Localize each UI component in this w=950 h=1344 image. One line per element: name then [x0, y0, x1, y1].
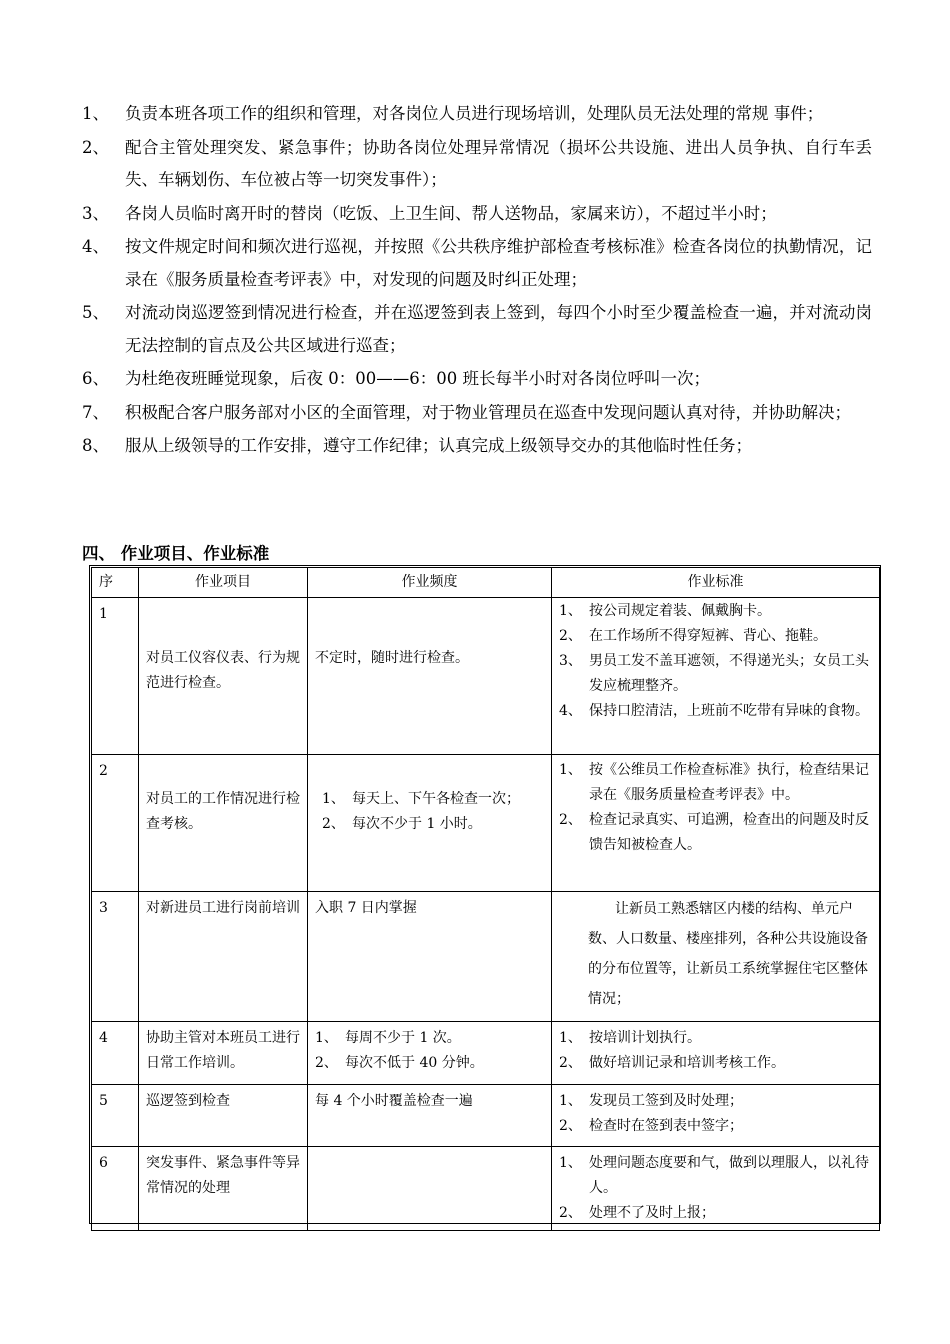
header-item: 作业项目 — [139, 568, 308, 598]
table-row — [92, 892, 880, 1022]
frequency-item — [322, 812, 544, 837]
standard-number: 1、 — [559, 603, 582, 619]
row-item: 对员工仪容仪表、行为规范进行检查。 — [139, 598, 308, 755]
standard-number: 3、 — [559, 653, 582, 669]
standard-text: 处理问题态度要和气，做到以理服人，以礼待人。 — [589, 1155, 869, 1196]
duty-item — [82, 132, 872, 197]
duty-number: 1、 — [82, 104, 109, 123]
duty-item — [82, 98, 872, 131]
frequency-text: 每周不少于 1 次。 — [345, 1030, 461, 1046]
row-standard — [552, 598, 880, 755]
duty-item — [82, 397, 872, 430]
standard-item — [559, 624, 872, 649]
duty-number: 4、 — [82, 237, 109, 256]
duty-text: 积极配合客户服务部对小区的全面管理，对于物业管理员在巡查中发现问题认真对待，并协助解决； — [125, 402, 851, 422]
row-item: 对新进员工进行岗前培训 — [139, 892, 308, 1022]
duty-text: 为杜绝夜班睡觉现象，后夜 0：00——6：00 班长每半小时对各岗位呼叫一次； — [125, 369, 710, 388]
row-frequency: 不定时，随时进行检查。 — [308, 598, 552, 755]
frequency-number: 2、 — [315, 1055, 338, 1071]
standard-item — [559, 1089, 872, 1114]
standard-text: 按培训计划执行。 — [589, 1030, 701, 1046]
standard-number: 1、 — [559, 1030, 582, 1046]
frequency-number: 2、 — [322, 816, 345, 832]
section-heading: 四、 作业项目、作业标准 — [82, 544, 270, 563]
standard-text: 男员工发不盖耳遮领，不得递光头；女员工头发应梳理整齐。 — [589, 653, 869, 694]
standard-text: 按《公维员工作检查标准》执行，检查结果记录在《服务质量检查考评表》中。 — [589, 762, 869, 803]
row-seq: 1 — [92, 598, 139, 755]
duty-text: 各岗人员临时离开时的替岗（吃饭、上卫生间、帮人送物品，家属来访），不超过半小时； — [125, 203, 777, 223]
duty-list — [82, 98, 872, 464]
duty-text: 服从上级领导的工作安排，遵守工作纪律；认真完成上级领导交办的其他临时性任务； — [125, 436, 752, 455]
standard-text: 让新员工熟悉辖区内楼的结构、单元户数、人口数量、楼座排列，各种公共设施设备的分布位置等，让新员工系统掌握住宅区整体情况； — [588, 901, 868, 1007]
frequency-item — [322, 787, 544, 812]
table-row — [92, 598, 880, 755]
standard-item — [559, 1201, 872, 1226]
row-standard — [552, 1085, 880, 1147]
standard-item — [559, 699, 872, 724]
frequency-text: 每天上、下午各检查一次； — [352, 791, 520, 807]
duty-text: 按文件规定时间和频次进行巡视，并按照《公共秩序维护部检查考核标准》检查各岗位的执勤情况，记录在《服务质量检查考评表》中，对发现的问题及时纠正处理； — [125, 237, 872, 289]
row-frequency: 每 4 个小时覆盖检查一遍 — [308, 1085, 552, 1147]
row-seq: 2 — [92, 755, 139, 892]
frequency-text: 每次不少于 1 小时。 — [352, 816, 482, 832]
row-standard — [552, 1022, 880, 1085]
frequency-number: 1、 — [315, 1030, 338, 1046]
duty-number: 5、 — [82, 303, 109, 322]
frequency-item — [315, 1051, 544, 1076]
standard-item — [559, 1151, 872, 1201]
row-frequency — [308, 755, 552, 892]
standard-text: 检查时在签到表中签字； — [589, 1118, 743, 1134]
standard-item — [559, 1051, 872, 1076]
table-row — [92, 1022, 880, 1085]
table-row — [92, 1085, 880, 1147]
standard-number: 2、 — [559, 812, 582, 828]
table-row — [92, 1147, 880, 1231]
duty-number: 6、 — [82, 369, 109, 388]
duty-number: 2、 — [82, 137, 109, 157]
standard-text: 检查记录真实、可追溯，检查出的问题及时反馈告知被检查人。 — [589, 812, 869, 853]
header-standard: 作业标准 — [552, 568, 880, 598]
standard-item — [559, 649, 872, 699]
table-row — [92, 755, 880, 892]
duty-item — [82, 231, 872, 296]
standard-item — [559, 1026, 872, 1051]
duty-text: 负责本班各项工作的组织和管理，对各岗位人员进行现场培训，处理队员无法处理的常规 事件； — [125, 104, 824, 123]
standard-text: 做好培训记录和培训考核工作。 — [589, 1055, 785, 1071]
duty-item — [82, 430, 872, 463]
standard-number: 2、 — [559, 628, 582, 644]
frequency-item — [315, 1026, 544, 1051]
row-item: 巡逻签到检查 — [139, 1085, 308, 1147]
duty-item — [82, 297, 872, 362]
row-seq: 3 — [92, 892, 139, 1022]
standard-text: 按公司规定着装、佩戴胸卡。 — [589, 603, 771, 619]
duty-item — [82, 198, 872, 231]
header-seq: 序 — [92, 568, 139, 598]
row-standard — [552, 755, 880, 892]
standard-number: 2、 — [559, 1205, 582, 1221]
row-seq: 5 — [92, 1085, 139, 1147]
row-item: 协助主管对本班员工进行日常工作培训。 — [139, 1022, 308, 1085]
row-item: 对员工的工作情况进行检查考核。 — [139, 755, 308, 892]
standard-number: 1、 — [559, 1155, 582, 1171]
duty-text: 对流动岗巡逻签到情况进行检查，并在巡逻签到表上签到，每四个小时至少覆盖检查一遍，并对流动岗无法控制的盲点及公共区域进行巡查； — [125, 303, 872, 355]
standard-number: 2、 — [559, 1118, 582, 1134]
standard-text: 发现员工签到及时处理； — [589, 1093, 743, 1109]
row-standard — [552, 1147, 880, 1231]
standard-number: 1、 — [559, 762, 582, 778]
standard-item — [559, 808, 872, 858]
standard-text: 在工作场所不得穿短裤、背心、拖鞋。 — [589, 628, 827, 644]
standards-table — [91, 567, 880, 1231]
standard-number: 1、 — [559, 1093, 582, 1109]
standard-number: 4、 — [559, 703, 582, 719]
duty-text: 配合主管处理突发、紧急事件；协助各岗位处理异常情况（损坏公共设施、进出人员争执、自行车丢失、车辆划伤、车位被占等一切突发事件）； — [125, 137, 872, 189]
row-frequency: 入职 7 日内掌握 — [308, 892, 552, 1022]
standard-text: 处理不了及时上报； — [589, 1205, 715, 1221]
header-frequency: 作业频度 — [308, 568, 552, 598]
row-frequency — [308, 1147, 552, 1231]
frequency-number: 1、 — [322, 791, 345, 807]
duty-number: 3、 — [82, 203, 109, 223]
duty-item — [82, 363, 872, 396]
standard-number: 2、 — [559, 1055, 582, 1071]
frequency-text: 每次不低于 40 分钟。 — [345, 1055, 484, 1071]
duty-number: 7、 — [82, 402, 109, 422]
row-standard — [552, 892, 880, 1022]
duty-number: 8、 — [82, 436, 109, 455]
row-seq: 6 — [92, 1147, 139, 1231]
standard-item — [559, 599, 872, 624]
row-seq: 4 — [92, 1022, 139, 1085]
standard-item — [559, 1114, 872, 1139]
row-item: 突发事件、紧急事件等异常情况的处理 — [139, 1147, 308, 1231]
standard-item — [559, 758, 872, 808]
standard-text: 保持口腔清洁，上班前不吃带有异味的食物。 — [589, 703, 869, 719]
table-header-row — [92, 568, 880, 598]
row-frequency — [308, 1022, 552, 1085]
